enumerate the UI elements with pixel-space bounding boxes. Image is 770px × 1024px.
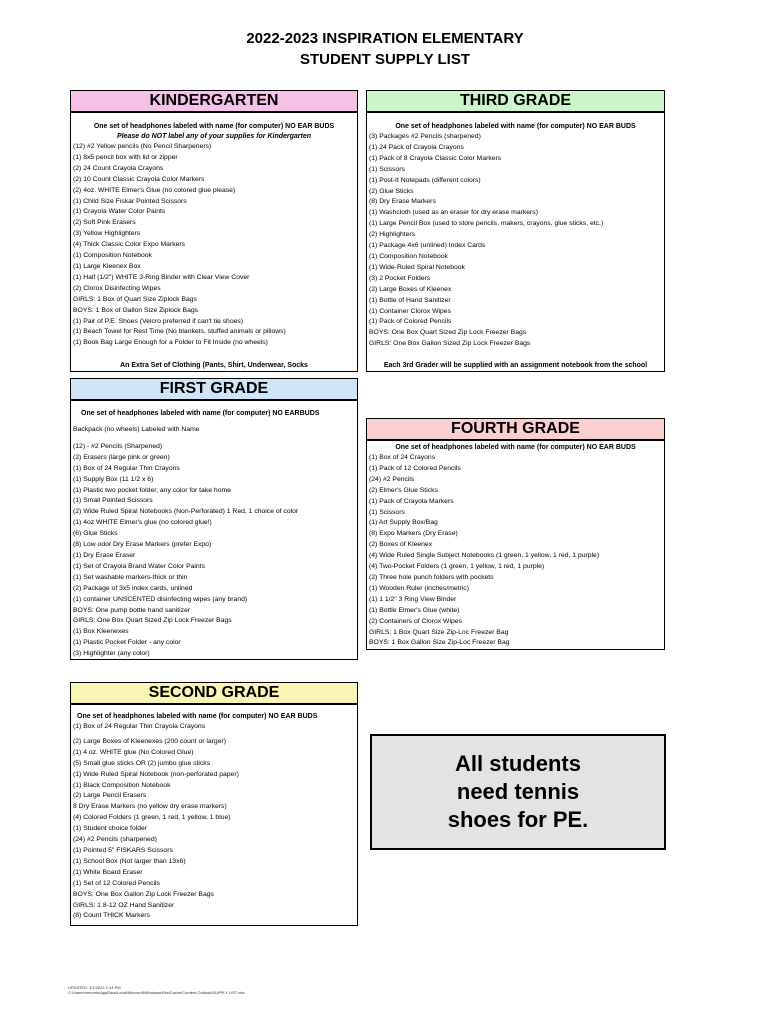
list-item: (1) Set of 12 Colored Pencils bbox=[73, 879, 160, 887]
list-item: (4) Thick Classic Color Expo Markers bbox=[73, 241, 186, 249]
list-item: (1) Pair of P.E. Shoes (Velcro preferred if can't tie shoes) bbox=[73, 317, 244, 325]
list-item: (12) - #2 Pencils (Sharpened) bbox=[73, 442, 163, 450]
first-grade-panel bbox=[70, 400, 358, 660]
kindergarten-list bbox=[71, 142, 357, 349]
list-item: (1) Black Composition Notebook bbox=[73, 781, 171, 789]
list-item: BOYS: One Box Gallon Zip Lock Freezer Bags bbox=[73, 890, 214, 898]
list-item: (1) Small Pointed Scissors bbox=[73, 497, 153, 505]
list-item: (1) Beach Towel for Rest Time (No blankets, stuffed animals or pillows) bbox=[73, 328, 286, 336]
list-item: BOYS: One pump bottle hand sanitizer bbox=[73, 606, 191, 614]
list-item: (1) container UNSCENTED disinfecting wipes (any brand) bbox=[73, 595, 248, 603]
list-item: (1) Child Size Fiskar Pointed Scissors bbox=[73, 197, 187, 205]
list-item: (1) Container Clorox Wipes bbox=[369, 307, 451, 315]
list-item: (4) Colored Folders (1 green, 1 red, 1 yellow, 1 blue) bbox=[73, 814, 231, 822]
list-item: (8) Dry Erase Markers bbox=[369, 198, 436, 206]
list-item: GIRLS: 1 Box of Quart Size Ziplock Bags bbox=[73, 295, 197, 303]
third-grade-panel bbox=[366, 112, 665, 372]
list-item: (2) 10 Count Classic Crayola Color Markers bbox=[73, 175, 205, 183]
list-item: (2) Containers of Clorox Wipes bbox=[369, 617, 462, 625]
updated-date: UPDATED: 3/1/2022 1:14 PM bbox=[68, 985, 121, 990]
second-grade-list bbox=[71, 737, 357, 922]
list-item: (4) Two-Pocket Folders (1 green, 1 yellow, 1 red, 1 purple) bbox=[369, 563, 545, 571]
list-item: (8) Count THICK Markers bbox=[73, 912, 150, 920]
list-item: (2) 4oz. WHITE Elmer's Glue (no colored glue please) bbox=[73, 186, 236, 194]
list-item: (2) Large Pencil Erasers bbox=[73, 792, 147, 800]
list-item: (6) Glue Sticks bbox=[73, 530, 118, 538]
list-item: (3) Highlighter (any color) bbox=[73, 650, 150, 658]
list-item: (1) School Box (Not larger than 13x6) bbox=[73, 857, 186, 865]
list-item: (1) Set of Crayola Brand Water Color Paints bbox=[73, 562, 205, 570]
list-item: (2) Large Boxes of Kleenexes (200 count or larger) bbox=[73, 737, 227, 745]
list-item: (1) Student choice folder bbox=[73, 825, 148, 833]
list-item: (1) Wide Ruled Spiral Notebook (non-perforated paper) bbox=[73, 770, 239, 778]
second-grade-heading: SECOND GRADE bbox=[70, 682, 358, 704]
list-item: (1) Large Pencil Box (used to store pencils, makers, crayons, glue sticks, etc.) bbox=[369, 220, 604, 228]
list-item: (5) Small glue sticks OR (2) jumbo glue sticks bbox=[73, 759, 211, 767]
list-item: (1) Post-It Notepads (different colors) bbox=[369, 176, 481, 184]
list-item: (8) Low odor Dry Erase Markers (prefer Expo) bbox=[73, 541, 212, 549]
first-grade-heading: FIRST GRADE bbox=[70, 378, 358, 400]
first-grade-list bbox=[71, 442, 357, 660]
list-item: (1) Package 4x6 (unlined) Index Cards bbox=[369, 242, 486, 250]
list-item: (1) Box Kleenexes bbox=[73, 628, 129, 636]
list-item: (2) Clorox Disinfecting Wipes bbox=[73, 284, 161, 292]
list-item: (1) Pack of 8 Crayola Classic Color Markers bbox=[369, 154, 502, 162]
kindergarten-footer: An Extra Set of Clothing (Pants, Shirt, Underwear, Socks bbox=[120, 362, 308, 369]
list-item: (1) 8x5 pencil box with lid or zipper bbox=[73, 153, 178, 161]
list-item: (1) Pack of Crayola Markers bbox=[369, 497, 454, 505]
fourth-grade-panel bbox=[366, 440, 665, 650]
third-grade-footer: Each 3rd Grader will be supplied with an assignment notebook from the school bbox=[383, 362, 648, 369]
list-item: (1) Pack of 12 Colored Pencils bbox=[369, 464, 461, 472]
list-item: (1) Scissors bbox=[369, 508, 405, 516]
list-item: (1) Bottle of Hand Sanitizer bbox=[369, 296, 451, 304]
list-item: (1) 24 Pack of Crayola Crayons bbox=[369, 143, 464, 151]
list-item: (2) Glue Sticks bbox=[369, 187, 414, 195]
list-item: (1) Supply Box (11 1/2 x 6) bbox=[73, 475, 154, 483]
list-item: (12) #2 Yellow pencils (No Pencil Sharpeners) bbox=[73, 143, 212, 150]
list-item: 8 Dry Erase Markers (no yellow dry erase markers) bbox=[73, 803, 227, 811]
second-grade-headphones-note: One set of headphones labeled with name (for computer) NO EAR BUDS bbox=[77, 713, 318, 720]
list-item: BOYS: One Box Quart Sized Zip Lock Freezer Bags bbox=[369, 329, 527, 337]
list-item: (1) Dry Erase Eraser bbox=[73, 551, 136, 559]
first-grade-backpack: Backpack (no wheels) Labeled with Name bbox=[73, 426, 200, 433]
fourth-grade-list bbox=[367, 453, 664, 649]
list-item: (24) #2 Pencils bbox=[369, 475, 415, 483]
list-item: (4) Wide Ruled Single Subject Notebooks (1 green, 1 yellow, 1 red, 1 purple) bbox=[369, 552, 600, 560]
list-item: (2) Large Boxes of Kleenex bbox=[369, 285, 452, 293]
list-item: (1) Pack of Colored Pencils bbox=[369, 318, 452, 326]
list-item: (1) Bottle Elmer's Glue (white) bbox=[369, 606, 460, 614]
list-item: (2) Erasers (large pink or green) bbox=[73, 453, 170, 461]
list-item: (1) White Board Eraser bbox=[73, 868, 143, 876]
list-item: (1) Washcloth (used as an eraser for dry erase markers) bbox=[369, 209, 538, 217]
list-item: (1) Plastic Pocket Folder - any color bbox=[73, 639, 181, 647]
list-item: (1) Composition Notebook bbox=[369, 252, 448, 260]
kindergarten-panel bbox=[70, 112, 358, 372]
list-item: (1) 1 1/2" 3 Ring View Binder bbox=[369, 595, 457, 603]
list-item: (1) Pointed 5" FISKARS Scissors bbox=[73, 846, 173, 854]
third-grade-headphones-note: One set of headphones labeled with name (for computer) NO EAR BUDS bbox=[395, 123, 636, 130]
list-item: (1) Scissors bbox=[369, 165, 405, 173]
list-item: (2) 24 Count Crayola Crayons bbox=[73, 164, 164, 172]
fourth-grade-headphones-note: One set of headphones labeled with name (for computer) NO EAR BUDS bbox=[395, 444, 636, 451]
list-item: (1) Set washable markers-thick or thin bbox=[73, 573, 188, 581]
list-item: (2) Wide Ruled Spiral Notebooks (Non-Perforated) 1 Red, 1 choice of color bbox=[73, 508, 299, 516]
fourth-grade-heading: FOURTH GRADE bbox=[366, 418, 665, 440]
list-item: GIRLS: One Box Quart Sized Zip Lock Freezer Bags bbox=[73, 617, 232, 625]
list-item: (1) Composition Notebook bbox=[73, 252, 152, 260]
list-item: (1) Plastic two pocket folder, any color for take home bbox=[73, 486, 231, 494]
third-grade-heading: THIRD GRADE bbox=[366, 90, 665, 112]
list-item: (1) 4 oz. WHITE glue (No Colored Glue) bbox=[73, 748, 194, 756]
list-item: (3) Yellow Highlighters bbox=[73, 230, 141, 238]
list-item: (2) Highlighters bbox=[369, 231, 416, 239]
list-item: (2) Soft Pink Erasers bbox=[73, 219, 136, 227]
list-item: (1) Large Kleenex Box bbox=[73, 262, 141, 270]
list-item: BOYS: 1 Box Gallon Size Zip-Loc Freezer Bag bbox=[369, 639, 510, 647]
list-item: (3) 2 Pocket Folders bbox=[369, 274, 431, 282]
kindergarten-headphones-note: One set of headphones labeled with name (for computer) NO EAR BUDS bbox=[93, 123, 335, 130]
kindergarten-label-note: Please do NOT label any of your supplies for Kindergarten bbox=[116, 133, 312, 140]
list-item: (1) Box of 24 Crayons bbox=[369, 454, 436, 461]
list-item: (1) 4oz WHITE Elmer's glue (no colored glue!) bbox=[73, 519, 212, 527]
updated-stamp bbox=[68, 985, 245, 995]
list-item: (8) Expo Markers (Dry Erase) bbox=[369, 530, 458, 538]
list-item: (1) Art Supply Box/Bag bbox=[369, 519, 438, 527]
list-item: GIRLS: One Box Gallon Sized Zip Lock Freezer Bags bbox=[369, 340, 531, 348]
list-item: (1) Book Bag Large Enough for a Folder to Fit Inside (no wheels) bbox=[73, 339, 268, 347]
title-line-2: STUDENT SUPPLY LIST bbox=[299, 51, 471, 68]
second-grade-first-item: (1) Box of 24 Regular Thin Crayola Crayons bbox=[73, 723, 206, 730]
second-grade-panel bbox=[70, 704, 358, 926]
list-item: (1) Box of 24 Regular Thin Crayons bbox=[73, 464, 180, 472]
list-item: (2) Three hole punch folders with pockets bbox=[369, 573, 494, 581]
list-item: (2) Package of 3x5 index cards, unlined bbox=[73, 584, 193, 592]
list-item: (3) Packages #2 Pencils (sharpened) bbox=[369, 133, 481, 140]
list-item: (2) Boxes of Kleenex bbox=[369, 541, 433, 549]
list-item: (1) Wide-Ruled Spiral Notebook bbox=[369, 263, 465, 271]
list-item: (1) Wooden Ruler (inches/metric) bbox=[369, 584, 469, 592]
list-item: (1) Half (1/2") WHITE 3-Ring Binder with Clear View Cover bbox=[73, 273, 250, 281]
list-item: (24) #2 Pencils (sharpened) bbox=[73, 836, 157, 844]
list-item: GIRLS: 1 8-12 OZ Hand Sanitizer bbox=[73, 901, 175, 909]
first-grade-headphones-note: One set of headphones labeled with name (for computer) NO EARBUDS bbox=[81, 410, 320, 417]
file-path: C:\Users\mmorris\AppData\Local\Microsoft\Windows\INetCache\Content.Outlook\SUPPLY LIST.xlsx bbox=[68, 990, 245, 995]
kindergarten-heading: KINDERGARTEN bbox=[70, 90, 358, 112]
list-item: BOYS: 1 Box of Gallon Size Ziplock Bags bbox=[73, 306, 199, 314]
third-grade-list bbox=[367, 132, 664, 350]
list-item: GIRLS: 1 Box Quart Size Zip-Loc Freezer Bag bbox=[369, 628, 509, 636]
tennis-shoes-note: All students need tennis shoes for PE. bbox=[370, 734, 666, 850]
title-line-1: 2022-2023 INSPIRATION ELEMENTARY bbox=[246, 30, 524, 47]
list-item: (1) Crayola Water Color Paints bbox=[73, 208, 166, 216]
list-item: (2) Elmer's Glue Sticks bbox=[369, 486, 438, 494]
